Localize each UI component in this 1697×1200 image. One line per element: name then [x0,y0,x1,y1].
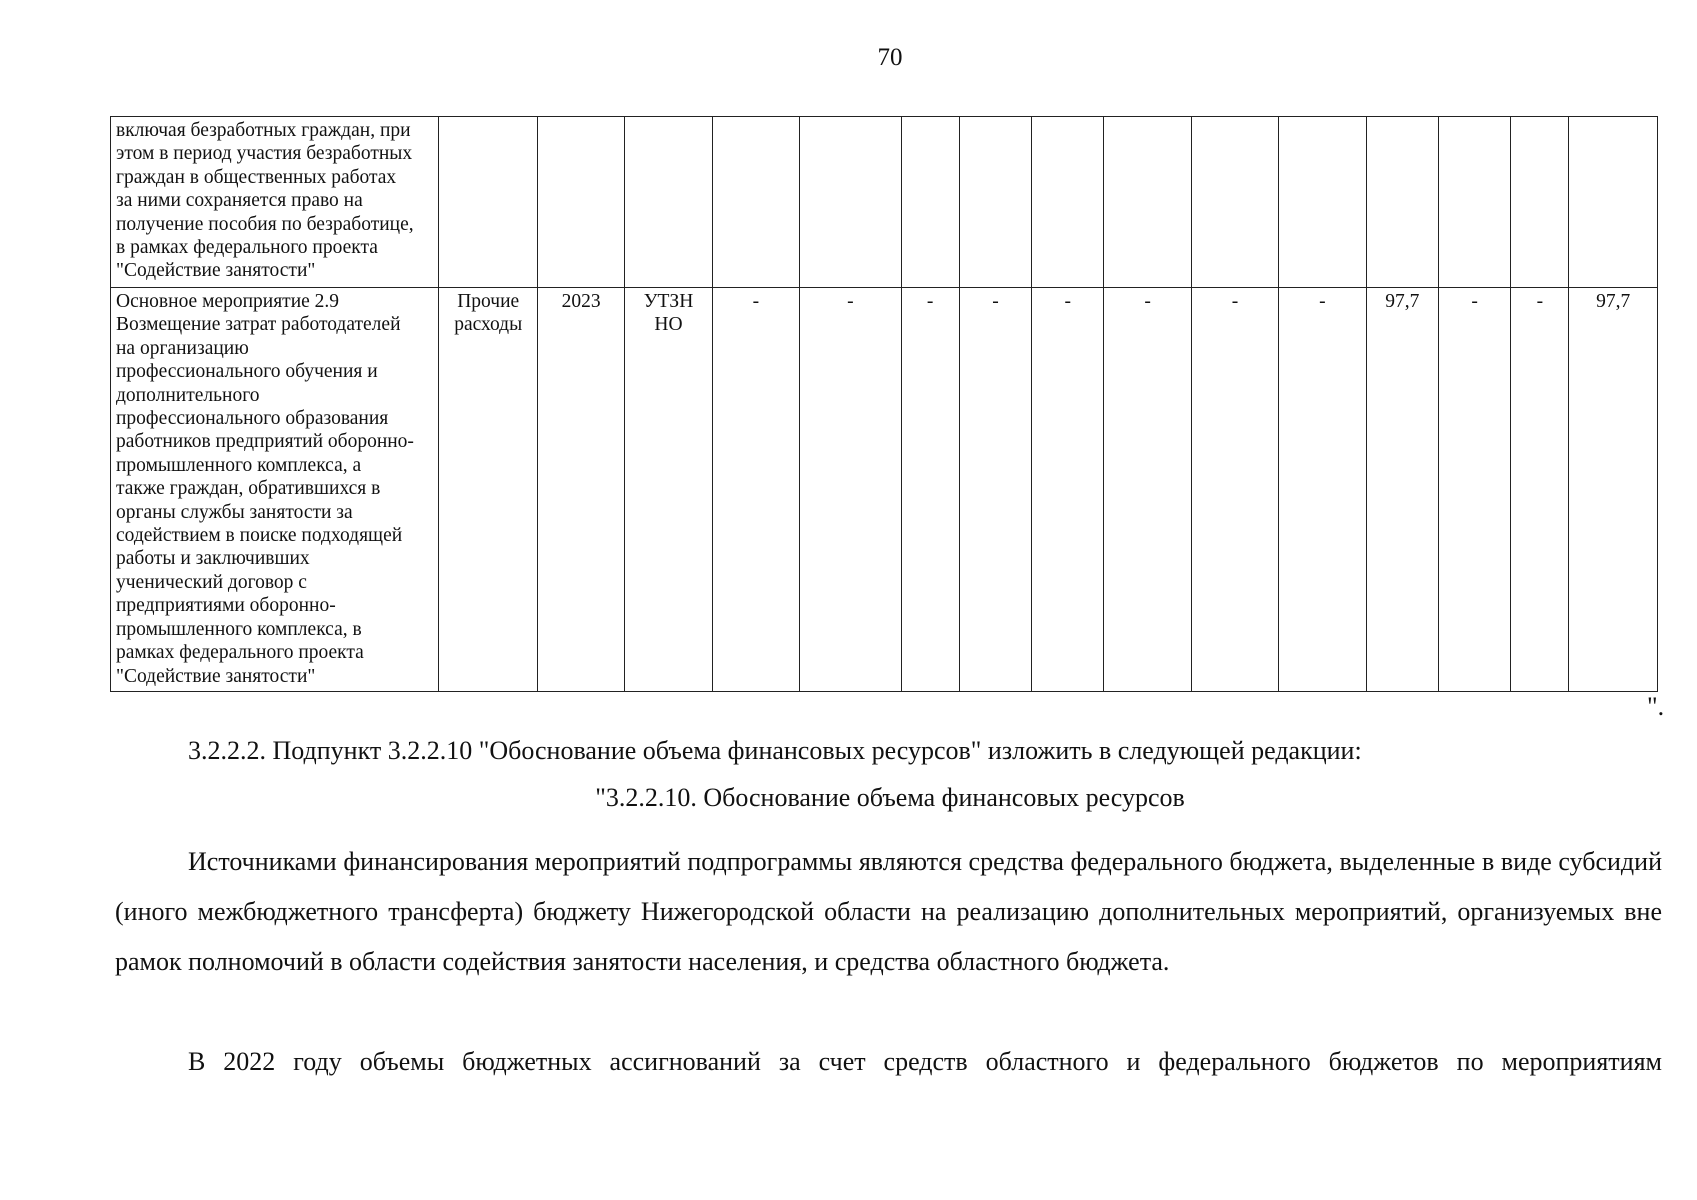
budget-table [110,116,1658,692]
page-number: 70 [877,44,903,71]
value-cell: - [1279,288,1366,692]
description-line: предприятиями оборонно- [116,595,336,617]
table-row [111,117,1658,288]
activity-description-cell [111,117,439,288]
table-cell [901,117,959,288]
table-cell [712,117,799,288]
body-paragraph: В 2022 году объемы бюджетных ассигнований за счет средств областного и федерального бюджетов по мероприятиям [188,1047,1662,1076]
closing-quote: ". [1647,692,1665,721]
description-line: "Содействие занятости" [116,260,316,282]
description-line: профессионального образования [116,408,389,430]
table-cell [959,117,1031,288]
description-line: промышленного комплекса, в [116,618,362,640]
table-cell [1569,117,1658,288]
description-line: органы службы занятости за [116,501,353,523]
table-cell [1366,117,1438,288]
value-cell: - [1438,288,1510,692]
amendment-text: 3.2.2.2. Подпункт 3.2.2.10 "Обоснование объема финансовых ресурсов" изложить в следующей редакции: [188,736,1362,765]
description-line: рамках федерального проекта [116,642,364,664]
body-paragraph: Источниками финансирования мероприятий подпрограммы являются средства федерального бюджета, выделенные в виде субсидий (иного межбюджетного трансферта) бюджету Нижегородской области на реализацию дополнительных мероприятий, организуемых вне рамок полномочий в области содействия занятости населения, и средства областного бюджета. [115,847,1662,976]
description-line: Основное мероприятие 2.9 [116,291,340,312]
description-line: "Содействие занятости" [116,665,316,687]
value-cell: - [1191,288,1278,692]
table-cell [537,117,624,288]
table-cell [1032,117,1104,288]
description-line: ученический договор с [116,571,307,593]
description-line: дополнительного [116,384,260,406]
value-cell: - [959,288,1031,692]
description-line: за ними сохраняется право на [116,190,363,212]
table-cell [1438,117,1510,288]
table-cell [1104,117,1191,288]
description-line: также граждан, обратившихся в [116,478,381,500]
expense-type-cell: Прочие расходы [439,288,537,692]
table-row [111,288,1658,692]
table-cell [1191,117,1278,288]
value-cell: 97,7 [1366,288,1438,692]
table-cell [1511,117,1569,288]
value-cell: - [800,288,901,692]
description-line: этом в период участия безработных [116,143,413,165]
value-cell: - [1032,288,1104,692]
description-line: в рамках федерального проекта [116,237,378,259]
table-cell [1279,117,1366,288]
section-heading: "3.2.2.10. Обоснование объема финансовых ресурсов [595,783,1185,812]
description-line: работы и заключивших [116,548,310,570]
description-line: промышленного комплекса, а [116,454,362,476]
executor-cell: УТЗН НО [625,288,712,692]
value-cell: - [1104,288,1191,692]
description-line: Возмещение затрат работодателей [116,314,401,336]
table-cell [439,117,537,288]
description-line: включая безработных граждан, при [116,120,411,141]
activity-description-cell [111,288,439,692]
table-cell [800,117,901,288]
value-cell: - [712,288,799,692]
description-line: содействием в поиске подходящей [116,525,403,547]
description-line: получение пособия по безработице, [116,213,414,235]
description-line: работников предприятий оборонно- [116,431,414,453]
description-line: профессионального обучения и [116,361,378,383]
value-cell: - [901,288,959,692]
table-cell [625,117,712,288]
value-cell: - [1511,288,1569,692]
description-line: граждан в общественных работах [116,166,397,188]
year-cell: 2023 [537,288,624,692]
description-line: на организацию [116,337,249,359]
total-value-cell: 97,7 [1569,288,1658,692]
